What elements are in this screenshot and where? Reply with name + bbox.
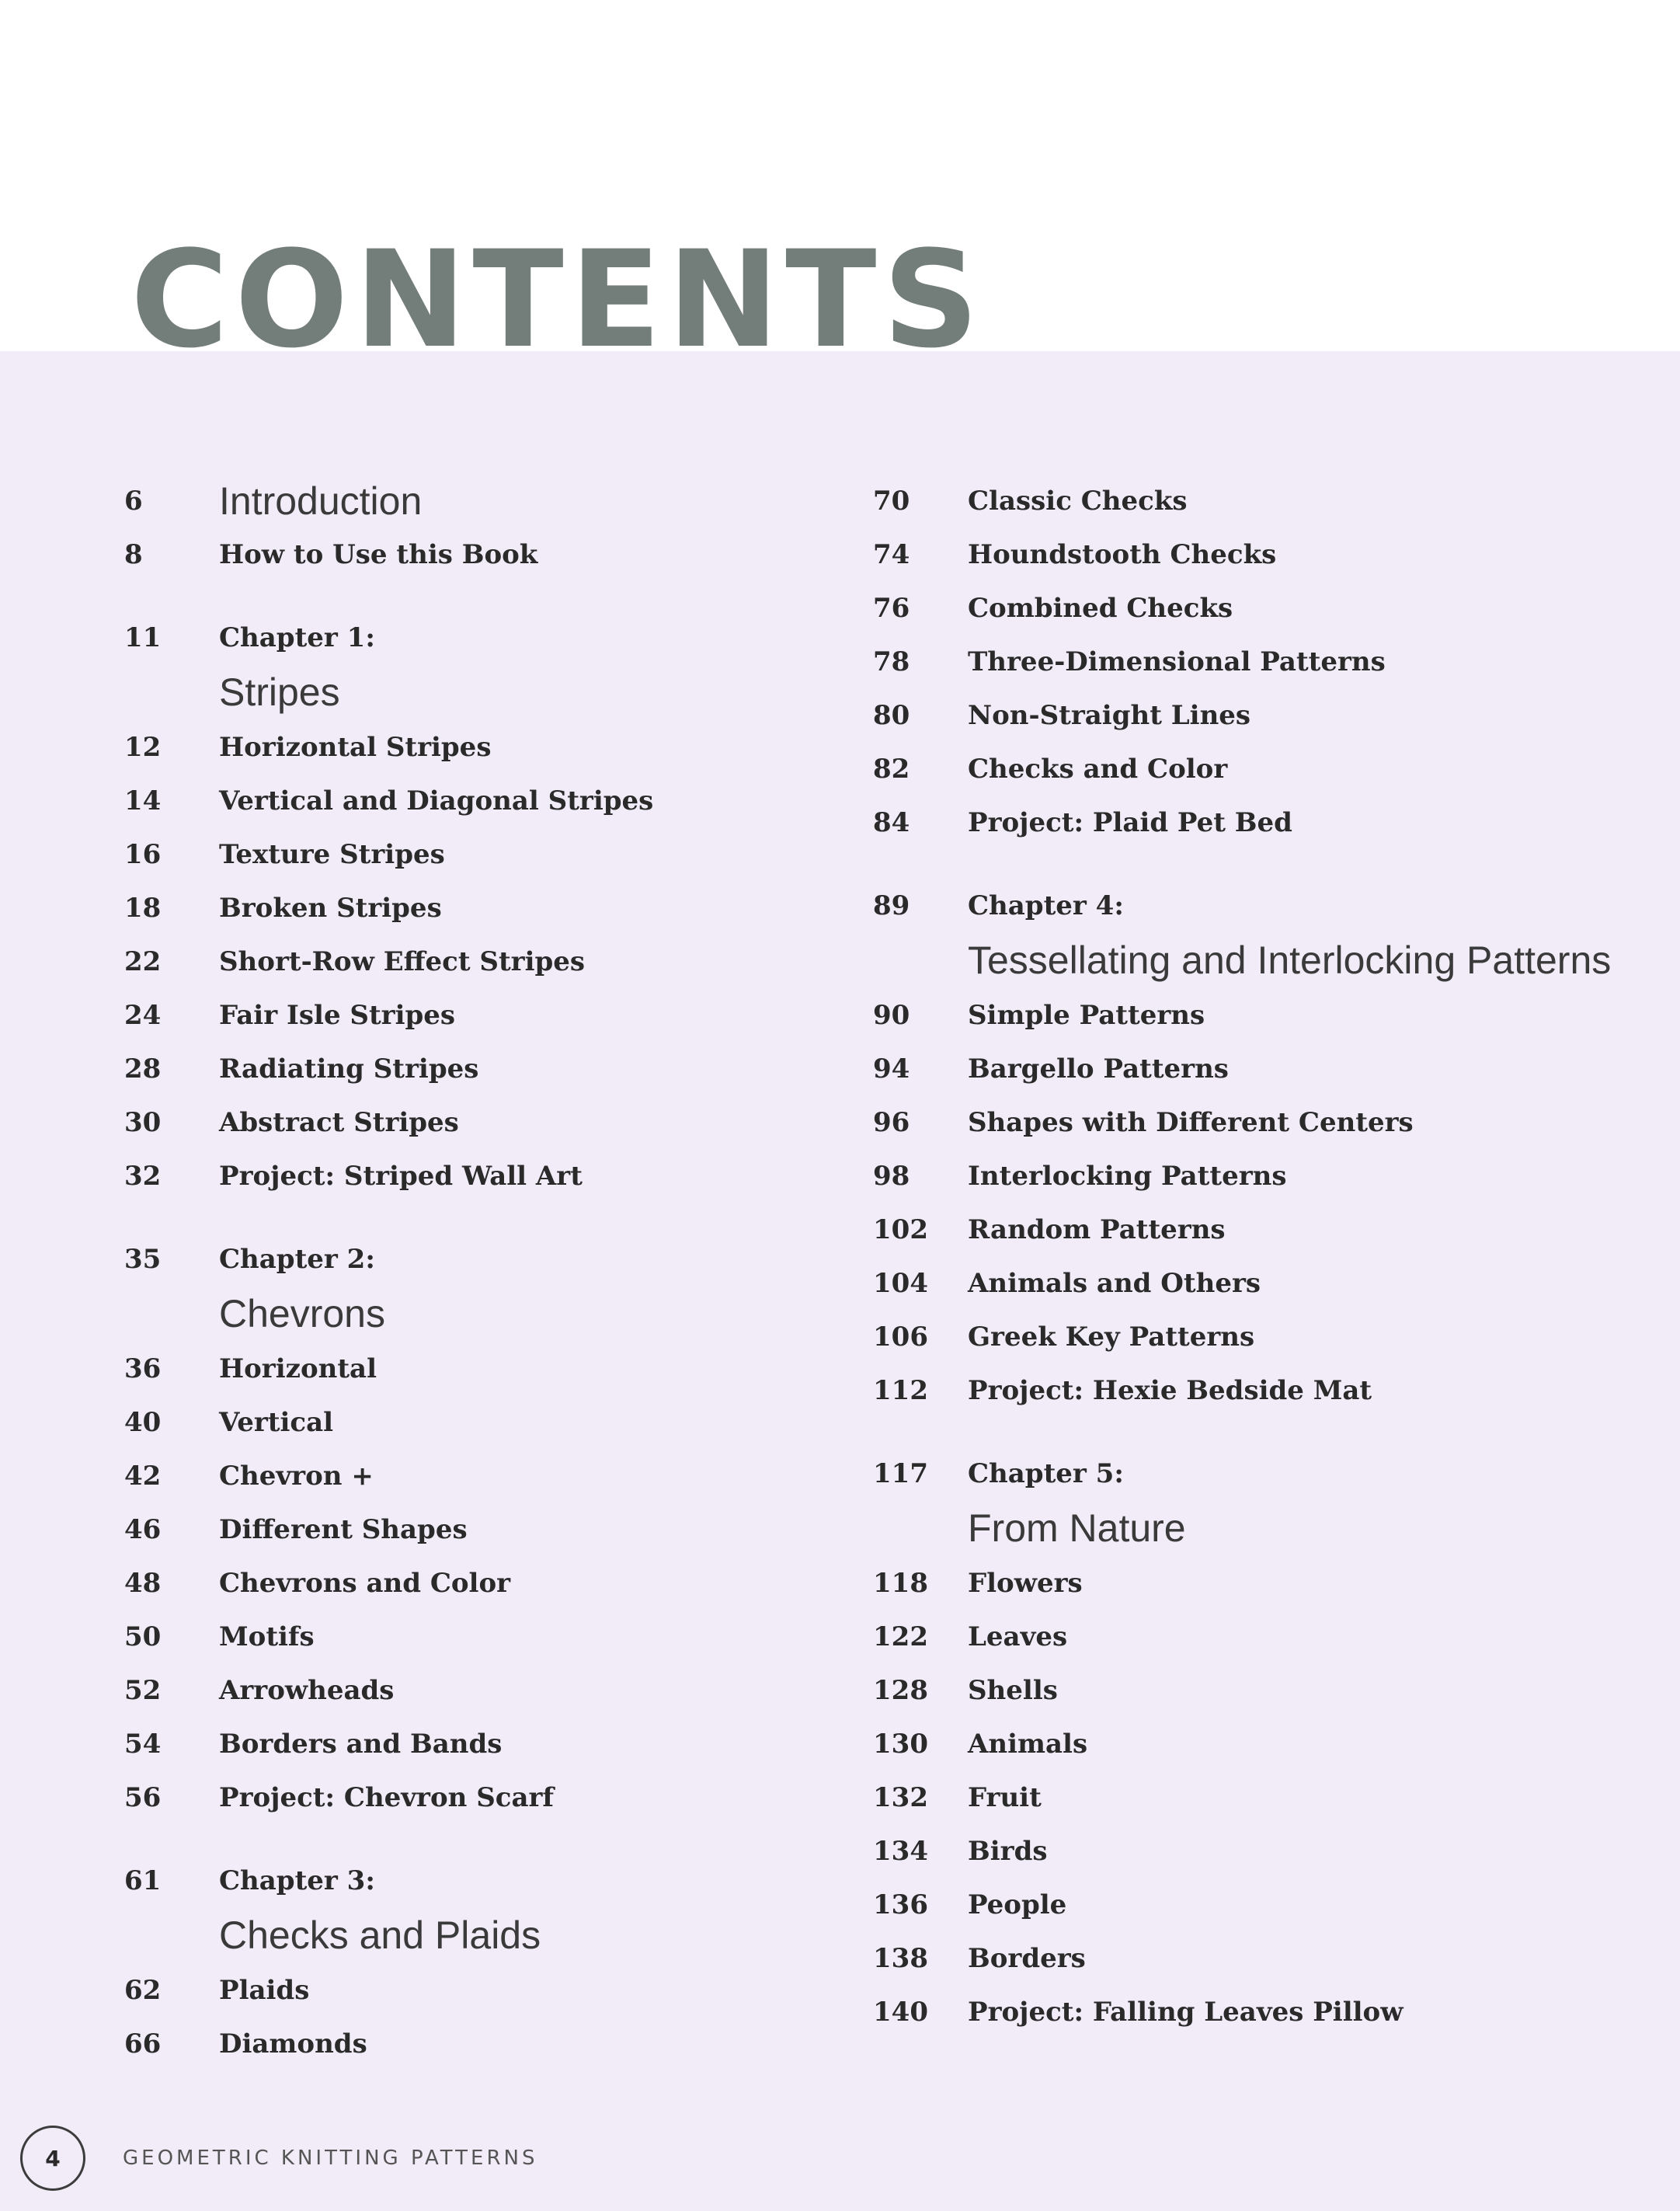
toc-entry	[124, 1771, 854, 1824]
toc-page-number: 24	[124, 999, 162, 1031]
toc-entry	[124, 774, 854, 827]
toc-entry	[873, 1310, 1650, 1363]
toc-page-number: 18	[124, 892, 162, 924]
toc-page-number: 78	[873, 646, 910, 677]
chapter-heading	[124, 611, 854, 664]
toc-entry-title: Greek Key Patterns	[968, 1321, 1255, 1353]
toc-page-number: 12	[124, 731, 162, 763]
toc-entry-title: Classic Checks	[968, 485, 1188, 517]
toc-entry-title: Project: Hexie Bedside Mat	[968, 1374, 1372, 1406]
toc-entry-title: Fair Isle Stripes	[219, 999, 456, 1031]
chapter-title: Chevrons	[219, 1292, 385, 1335]
toc-entry	[124, 1395, 854, 1449]
toc-entry-title: Random Patterns	[968, 1213, 1226, 1245]
toc-entry	[873, 1985, 1650, 2039]
toc-section	[124, 611, 854, 1203]
toc-page-number: 66	[124, 2028, 162, 2060]
toc-entry-title: Vertical and Diagonal Stripes	[219, 785, 654, 817]
chapter-heading	[124, 1854, 854, 1907]
toc-entry-title: Simple Patterns	[968, 999, 1205, 1031]
toc-entry	[873, 1663, 1650, 1717]
toc-entry	[873, 581, 1650, 635]
chapter-title: Checks and Plaids	[219, 1913, 541, 1957]
toc-page-number: 128	[873, 1674, 928, 1706]
toc-page-number: 96	[873, 1106, 910, 1138]
toc-page-number: 122	[873, 1621, 928, 1652]
toc-entry-title: Chapter 5:	[968, 1457, 1124, 1489]
toc-right-column	[873, 474, 1650, 2068]
toc-entry-title: Shells	[968, 1674, 1058, 1706]
chapter-heading	[873, 879, 1650, 932]
toc-entry-title: Shapes with Different Centers	[968, 1106, 1414, 1138]
toc-page-number: 46	[124, 1513, 162, 1545]
toc-entry-title: Diamonds	[219, 2028, 367, 2060]
toc-page-number: 28	[124, 1053, 162, 1085]
toc-entry	[873, 1717, 1650, 1771]
toc-page-number: 54	[124, 1728, 162, 1760]
toc-section	[873, 879, 1650, 1417]
toc-entry	[124, 827, 854, 881]
toc-entry	[124, 1095, 854, 1149]
toc-section	[873, 1447, 1650, 2039]
toc-page-number: 11	[124, 622, 162, 653]
toc-page-number: 48	[124, 1567, 162, 1599]
toc-page-number: 40	[124, 1406, 162, 1438]
toc-entry	[873, 742, 1650, 796]
toc-page-number: 56	[124, 1781, 162, 1813]
toc-entry	[124, 1449, 854, 1502]
toc-entry-title: Borders	[968, 1942, 1086, 1974]
toc-page-number: 42	[124, 1460, 162, 1492]
toc-entry-title: Plaids	[219, 1974, 310, 2006]
toc-entry	[124, 474, 854, 528]
toc-entry-title: Birds	[968, 1835, 1048, 1867]
chapter-heading	[873, 1447, 1650, 1500]
toc-page-number: 118	[873, 1567, 928, 1599]
toc-page-number: 84	[873, 806, 910, 838]
toc-entry	[124, 1963, 854, 2017]
toc-left-column	[124, 474, 854, 2100]
page-number: 4	[20, 2126, 85, 2191]
toc-page-number: 138	[873, 1942, 928, 1974]
toc-page-number: 61	[124, 1865, 162, 1896]
toc-entry-title: Chapter 4:	[968, 890, 1124, 921]
toc-entry-title: Leaves	[968, 1621, 1068, 1652]
toc-entry	[873, 988, 1650, 1042]
toc-entry-title: Introduction	[219, 479, 423, 523]
toc-page-number: 80	[873, 699, 910, 731]
toc-page-number: 22	[124, 945, 162, 977]
toc-entry-title: Broken Stripes	[219, 892, 442, 924]
toc-entry-title: Animals and Others	[968, 1267, 1261, 1299]
toc-entry-title: Animals	[968, 1728, 1088, 1760]
toc-entry-title: Chevron +	[219, 1460, 374, 1492]
toc-page-number: 8	[124, 538, 143, 570]
toc-page-number: 74	[873, 538, 910, 570]
toc-entry-title: How to Use this Book	[219, 538, 538, 570]
toc-entry	[124, 935, 854, 988]
toc-page-number: 102	[873, 1213, 928, 1245]
toc-entry-title: Vertical	[219, 1406, 334, 1438]
toc-entry-title: Abstract Stripes	[219, 1106, 459, 1138]
toc-page-number: 6	[124, 485, 143, 517]
toc-entry	[124, 720, 854, 774]
toc-entry	[873, 1363, 1650, 1417]
toc-entry-title: Project: Striped Wall Art	[219, 1160, 583, 1192]
toc-entry-title: Borders and Bands	[219, 1728, 503, 1760]
chapter-title-row	[873, 1500, 1650, 1556]
toc-page-number: 30	[124, 1106, 162, 1138]
toc-entry-title: Texture Stripes	[219, 838, 445, 870]
chapter-title: Stripes	[219, 670, 340, 714]
toc-entry	[873, 1824, 1650, 1878]
toc-entry-title: Checks and Color	[968, 753, 1228, 785]
toc-page-number: 76	[873, 592, 910, 624]
toc-page-number: 140	[873, 1996, 928, 2028]
toc-entry-title: Project: Chevron Scarf	[219, 1781, 555, 1813]
toc-entry-title: Chevrons and Color	[219, 1567, 511, 1599]
toc-entry	[124, 1042, 854, 1095]
toc-page-number: 132	[873, 1781, 928, 1813]
toc-page-number: 14	[124, 785, 162, 817]
toc-page-number: 82	[873, 753, 910, 785]
chapter-title: Tessellating and Interlocking Patterns	[968, 938, 1612, 982]
toc-entry-title: Chapter 3:	[219, 1865, 375, 1896]
chapter-title-row	[873, 932, 1650, 988]
toc-entry-title: Horizontal	[219, 1353, 377, 1384]
toc-entry-title: Three-Dimensional Patterns	[968, 646, 1386, 677]
chapter-title-row	[124, 664, 854, 720]
toc-entry	[873, 1042, 1650, 1095]
toc-entry	[873, 1931, 1650, 1985]
toc-page-number: 32	[124, 1160, 162, 1192]
toc-entry-title: Radiating Stripes	[219, 1053, 479, 1085]
toc-entry	[124, 1149, 854, 1203]
toc-entry	[124, 1502, 854, 1556]
toc-page-number: 112	[873, 1374, 928, 1406]
toc-entry	[124, 1556, 854, 1610]
toc-entry-title: Project: Falling Leaves Pillow	[968, 1996, 1403, 2028]
toc-entry	[873, 1610, 1650, 1663]
toc-entry-title: Interlocking Patterns	[968, 1160, 1287, 1192]
toc-entry	[124, 1342, 854, 1395]
toc-page-number: 134	[873, 1835, 928, 1867]
chapter-heading	[124, 1232, 854, 1286]
toc-entry-title: Combined Checks	[968, 592, 1233, 624]
toc-entry-title: Chapter 2:	[219, 1243, 375, 1275]
toc-entry	[873, 474, 1650, 528]
toc-page-number: 36	[124, 1353, 162, 1384]
toc-entry	[124, 988, 854, 1042]
toc-entry	[873, 796, 1650, 849]
toc-page-number: 130	[873, 1728, 928, 1760]
toc-entry	[124, 2017, 854, 2070]
toc-entry	[873, 1771, 1650, 1824]
toc-page-number: 136	[873, 1889, 928, 1920]
toc-section	[124, 474, 854, 581]
toc-entry-title: Different Shapes	[219, 1513, 468, 1545]
toc-entry-title: Short-Row Effect Stripes	[219, 945, 586, 977]
toc-page-number: 52	[124, 1674, 162, 1706]
toc-entry	[873, 688, 1650, 742]
toc-entry-title: Arrowheads	[219, 1674, 395, 1706]
toc-entry-title: Project: Plaid Pet Bed	[968, 806, 1292, 838]
toc-entry	[873, 1095, 1650, 1149]
toc-entry-title: Non-Straight Lines	[968, 699, 1251, 731]
toc-page-number: 89	[873, 890, 910, 921]
toc-entry	[873, 1203, 1650, 1256]
toc-entry-title: Houndstooth Checks	[968, 538, 1277, 570]
toc-page-number: 104	[873, 1267, 928, 1299]
toc-entry	[124, 1610, 854, 1663]
toc-entry-title: Motifs	[219, 1621, 315, 1652]
toc-section	[124, 1232, 854, 1824]
toc-page-number: 16	[124, 838, 162, 870]
toc-entry	[873, 635, 1650, 688]
toc-entry-title: Flowers	[968, 1567, 1083, 1599]
toc-page-number: 94	[873, 1053, 910, 1085]
toc-entry	[873, 1256, 1650, 1310]
toc-entry	[124, 1663, 854, 1717]
toc-entry	[873, 1878, 1650, 1931]
toc-entry	[873, 1556, 1650, 1610]
toc-page-number: 106	[873, 1321, 928, 1353]
toc-page-number: 35	[124, 1243, 162, 1275]
chapter-title-row	[124, 1286, 854, 1342]
toc-entry-title: People	[968, 1889, 1067, 1920]
toc-entry-title: Horizontal Stripes	[219, 731, 492, 763]
page-title: CONTENTS	[130, 221, 986, 378]
chapter-title: From Nature	[968, 1506, 1186, 1550]
toc-entry-title: Fruit	[968, 1781, 1042, 1813]
toc-section	[124, 1854, 854, 2070]
toc-entry	[873, 528, 1650, 581]
toc-page-number: 98	[873, 1160, 910, 1192]
toc-page-number: 117	[873, 1457, 928, 1489]
toc-entry	[873, 1149, 1650, 1203]
toc-entry	[124, 881, 854, 935]
toc-entry-title: Bargello Patterns	[968, 1053, 1229, 1085]
running-title: GEOMETRIC KNITTING PATTERNS	[123, 2147, 538, 2170]
toc-entry	[124, 528, 854, 581]
toc-page-number: 62	[124, 1974, 162, 2006]
chapter-title-row	[124, 1907, 854, 1963]
toc-page-number: 70	[873, 485, 910, 517]
toc-entry-title: Chapter 1:	[219, 622, 375, 653]
toc-section	[873, 474, 1650, 849]
page-footer	[20, 2129, 537, 2188]
toc-entry	[124, 1717, 854, 1771]
toc-page-number: 90	[873, 999, 910, 1031]
toc-page-number: 50	[124, 1621, 162, 1652]
